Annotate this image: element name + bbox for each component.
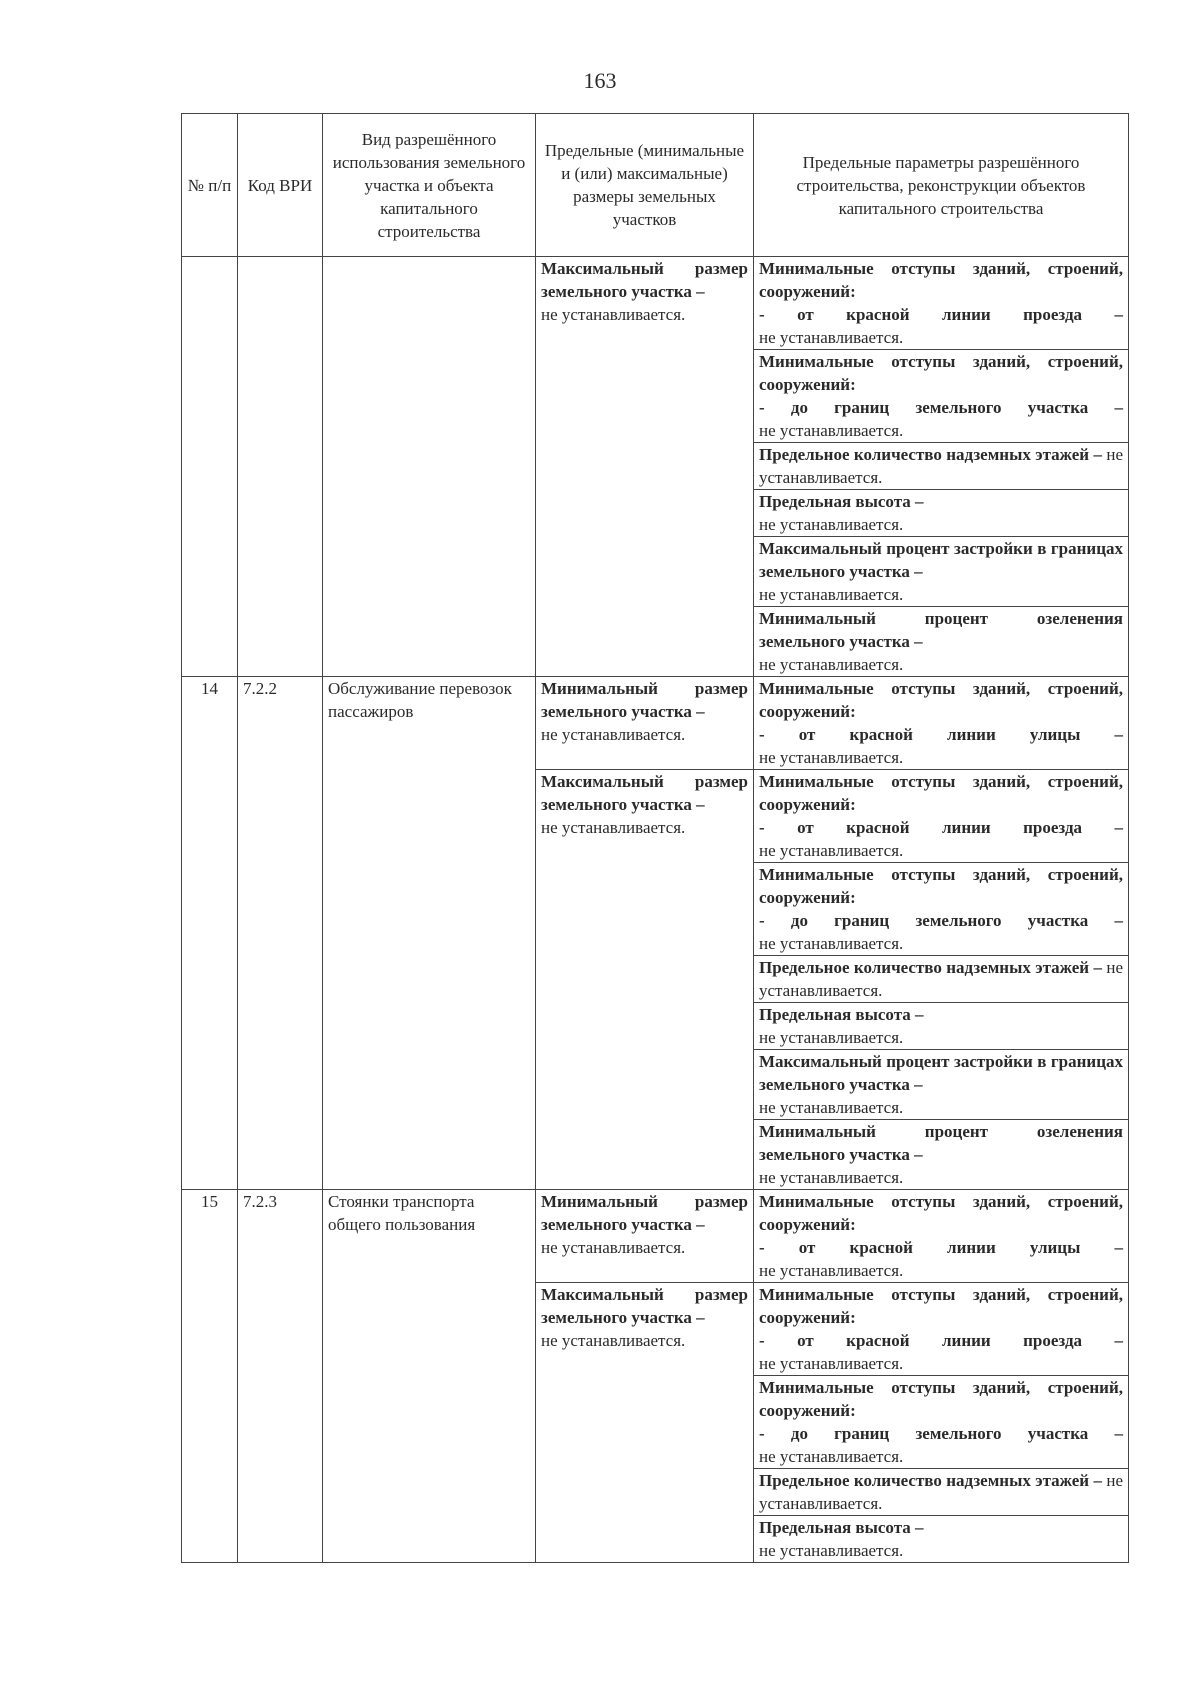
- table-header-row: [182, 114, 1129, 257]
- param-greening: Минимальный процент озеленения земельного участка – не устанавливается.: [754, 1120, 1129, 1190]
- cont-name: [323, 257, 536, 677]
- header-num: № п/п: [182, 114, 238, 257]
- row-name: Стоянки транспорта общего пользования: [323, 1190, 536, 1563]
- param-height: Предельная высота – не устанавливается.: [754, 1516, 1129, 1563]
- param-coverage: Максимальный процент застройки в границах земельного участка – не устанавливается.: [754, 537, 1129, 607]
- param-setback-passage: Минимальные отступы зданий, строений, сооружений: - от красной линии проезда – не устанавливается.: [754, 770, 1129, 863]
- row-code: 7.2.2: [238, 677, 323, 1190]
- min-size: Минимальный размер земельного участка – не устанавливается.: [536, 677, 754, 770]
- row-name: Обслуживание перевозок пассажиров: [323, 677, 536, 1190]
- param-coverage: Максимальный процент застройки в границах земельного участка – не устанавливается.: [754, 1050, 1129, 1120]
- row-num: 14: [182, 677, 238, 1190]
- page-number: 163: [583, 68, 617, 93]
- param-setback-passage: Минимальные отступы зданий, строений, сооружений: - от красной линии проезда – не устанавливается.: [754, 1283, 1129, 1376]
- param-setback-street: Минимальные отступы зданий, строений, сооружений: - от красной линии улицы – не устанавливается.: [754, 677, 1129, 770]
- param-height: Предельная высота – не устанавливается.: [754, 1003, 1129, 1050]
- param-setback-boundary: Минимальные отступы зданий, строений, сооружений: - до границ земельного участка – не устанавливается.: [754, 1376, 1129, 1469]
- row-code: 7.2.3: [238, 1190, 323, 1563]
- max-size: Максимальный размер земельного участка – не устанавливается.: [536, 770, 754, 1190]
- header-params: Предельные параметры разрешённого строительства, реконструкции объектов капитального строительства: [754, 114, 1129, 257]
- header-name: Вид разрешённого использования земельного участка и объекта капитального строительства: [323, 114, 536, 257]
- param-setback-passage: Минимальные отступы зданий, строений, сооружений: - от красной линии проезда – не устанавливается.: [754, 257, 1129, 350]
- param-setback-boundary: Минимальные отступы зданий, строений, сооружений: - до границ земельного участка – не устанавливается.: [754, 863, 1129, 956]
- param-floors: Предельное количество надземных этажей – не устанавливается.: [754, 1469, 1129, 1516]
- param-floors: Предельное количество надземных этажей – не устанавливается.: [754, 956, 1129, 1003]
- table-row: [182, 677, 1129, 770]
- cont-code: [238, 257, 323, 677]
- param-floors: Предельное количество надземных этажей – не устанавливается.: [754, 443, 1129, 490]
- row-num: 15: [182, 1190, 238, 1563]
- table-row: [182, 1190, 1129, 1283]
- param-greening: Минимальный процент озеленения земельного участка – не устанавливается.: [754, 607, 1129, 677]
- header-size: Предельные (минимальные и (или) максимальные) размеры земельных участков: [536, 114, 754, 257]
- cont-num: [182, 257, 238, 677]
- param-height: Предельная высота – не устанавливается.: [754, 490, 1129, 537]
- param-setback-boundary: Минимальные отступы зданий, строений, сооружений: - до границ земельного участка – не устанавливается.: [754, 350, 1129, 443]
- regulations-table: [181, 113, 1129, 1563]
- cont-max-size: Максимальный размер земельного участка – не устанавливается.: [536, 257, 754, 677]
- max-size: Максимальный размер земельного участка – не устанавливается.: [536, 1283, 754, 1563]
- param-setback-street: Минимальные отступы зданий, строений, сооружений: - от красной линии улицы – не устанавливается.: [754, 1190, 1129, 1283]
- min-size: Минимальный размер земельного участка – не устанавливается.: [536, 1190, 754, 1283]
- header-code: Код ВРИ: [238, 114, 323, 257]
